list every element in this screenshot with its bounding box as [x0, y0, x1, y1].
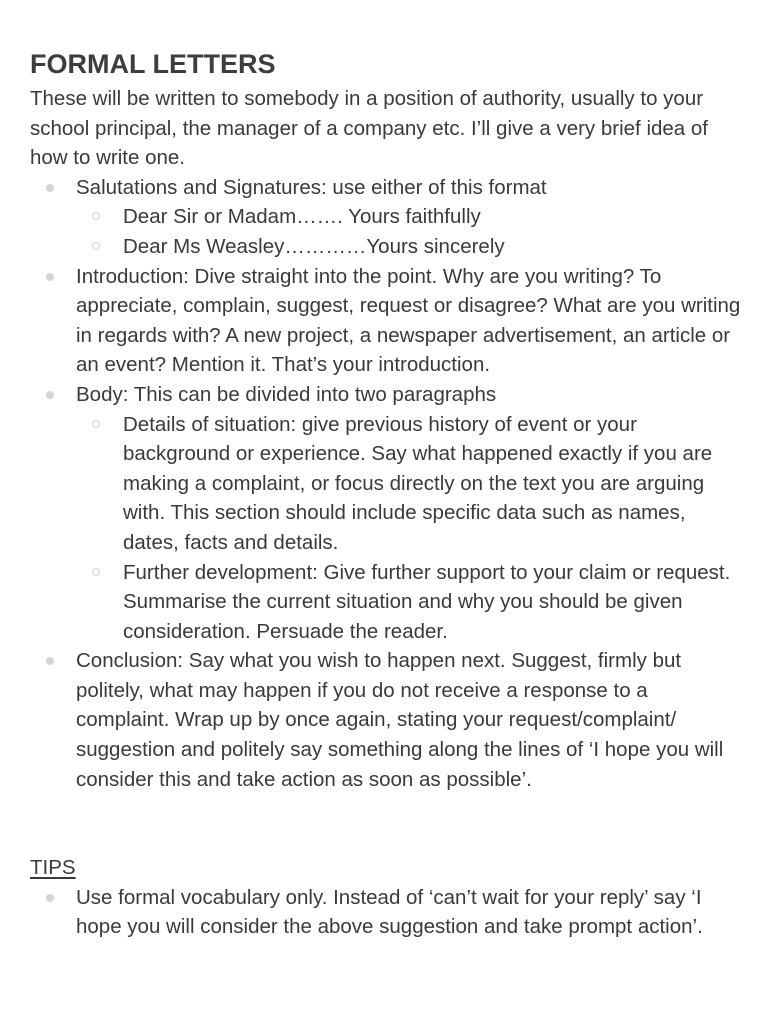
sub-list-item	[76, 410, 744, 558]
bullet-ring-icon	[92, 568, 100, 576]
tips-bullet-list	[30, 883, 744, 942]
list-item	[30, 262, 744, 380]
bullet-dot-icon	[46, 184, 54, 192]
sub-list-item	[76, 202, 744, 232]
bullet-ring-icon	[92, 242, 100, 250]
sub-bullet-list	[76, 202, 744, 261]
list-item-text: Body: This can be divided into two paragraphs	[76, 382, 497, 406]
bullet-ring-icon	[92, 420, 100, 428]
list-item	[30, 173, 744, 262]
sub-list-item-text: Further development: Give further support to your claim or request. Summarise the current situation and why you should be given consideration. Persuade the reader.	[123, 560, 731, 643]
bullet-dot-icon	[46, 391, 54, 399]
bullet-ring-icon	[92, 212, 100, 220]
list-item-text: Salutations and Signatures: use either of this format	[76, 175, 547, 199]
main-bullet-list	[30, 173, 744, 794]
bullet-dot-icon	[46, 657, 54, 665]
intro-paragraph: These will be written to somebody in a position of authority, usually to your school principal, the manager of a company etc. I’ll give a very brief idea of how to write one.	[30, 87, 708, 170]
sub-list-item-text: Dear Ms Weasley…………Yours sincerely	[123, 234, 505, 258]
bullet-dot-icon	[46, 273, 54, 281]
sub-list-item-text: Details of situation: give previous history of event or your background or experience. Say what happened exactly if you are making a complaint, or focus directly on the text you are arguing with. This section should include specific data such as names, dates, facts and details.	[123, 412, 713, 554]
bullet-dot-icon	[46, 894, 54, 902]
sub-list-item	[76, 232, 744, 262]
page-title: FORMAL LETTERS	[30, 49, 276, 79]
list-item	[30, 883, 744, 942]
list-item-text: Use formal vocabulary only. Instead of ‘can’t wait for your reply’ say ‘I hope you will consider the above suggestion and take prompt action’.	[76, 885, 703, 939]
list-item-text: Introduction: Dive straight into the point. Why are you writing? To appreciate, complain, suggest, request or disagree? What are you writing in regards with? A new project, a newspaper advertisement, an article or an event? Mention it. That’s your introduction.	[76, 264, 741, 377]
list-item-text: Conclusion: Say what you wish to happen next. Suggest, firmly but politely, what may happen if you do not receive a response to a complaint. Wrap up by once again, stating your request/complaint/ suggestion and politely say something along the lines of ‘I hope you will consider this and take action as soon as possible’.	[76, 649, 724, 791]
sub-bullet-list	[76, 410, 744, 647]
sub-list-item-text: Dear Sir or Madam……. Yours faithfully	[123, 205, 481, 229]
list-item	[30, 646, 744, 794]
tips-heading: TIPS	[30, 856, 76, 880]
sub-list-item	[76, 558, 744, 647]
list-item	[30, 380, 744, 646]
